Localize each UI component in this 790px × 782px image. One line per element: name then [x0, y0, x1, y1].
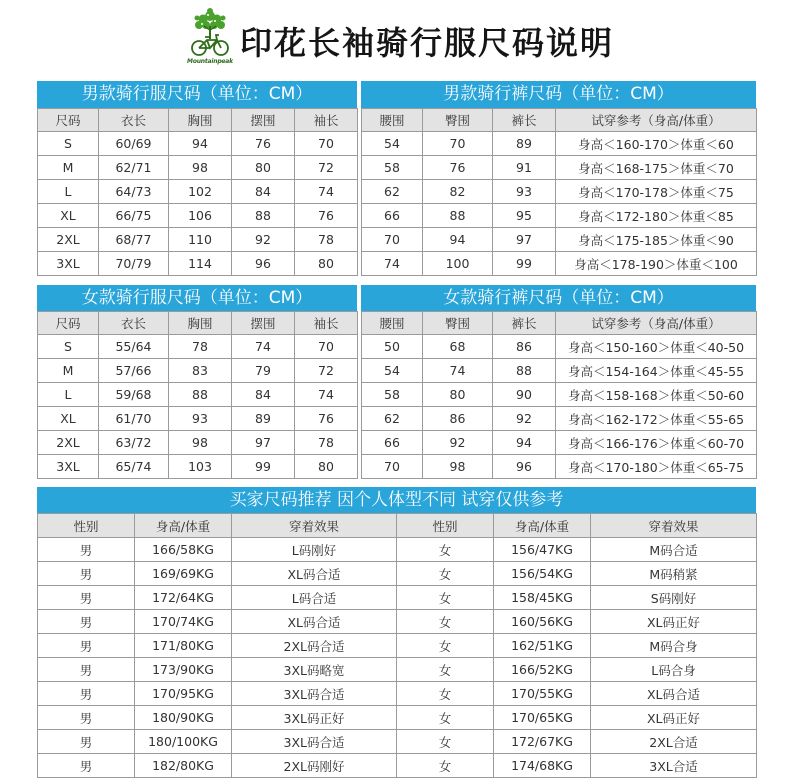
table-cell: 54 [362, 359, 423, 383]
table-cell: 83 [169, 359, 232, 383]
table-cell: 2XL [38, 431, 99, 455]
table-cell: 78 [169, 335, 232, 359]
table-cell: 78 [295, 228, 358, 252]
table-cell: 女 [397, 682, 494, 706]
table-cell: 3XL [38, 455, 99, 479]
table-cell: 172/67KG [494, 730, 591, 754]
table-cell: 84 [232, 383, 295, 407]
recommend-title: 买家尺码推荐 因个人体型不同 试穿仅供参考 [37, 487, 756, 514]
table-row [38, 634, 757, 658]
table-cell: XL码合适 [232, 562, 397, 586]
table-cell: XL [38, 204, 99, 228]
table-cell: 98 [423, 455, 493, 479]
table-cell: 68/77 [99, 228, 169, 252]
table-cell: L码合身 [591, 658, 757, 682]
table-cell: 98 [169, 156, 232, 180]
table-cell: 106 [169, 204, 232, 228]
table-cell: 93 [169, 407, 232, 431]
table-cell: 59/68 [99, 383, 169, 407]
table-row [38, 658, 757, 682]
table-cell: 92 [232, 228, 295, 252]
table-cell: 78 [295, 431, 358, 455]
men-top-title: 男款骑行服尺码（单位：CM） [37, 81, 357, 108]
table-cell: 62 [362, 407, 423, 431]
table-cell: 80 [423, 383, 493, 407]
table-cell: 2XL合适 [591, 730, 757, 754]
table-cell: 3XL码正好 [232, 706, 397, 730]
table-header-row [38, 109, 358, 132]
column-header: 袖长 [295, 109, 358, 132]
column-header: 腰围 [362, 312, 423, 335]
table-cell: 女 [397, 754, 494, 778]
table-cell: 174/68KG [494, 754, 591, 778]
table-row [38, 754, 757, 778]
table-cell: 156/47KG [494, 538, 591, 562]
table-cell: 女 [397, 586, 494, 610]
table-cell: 91 [493, 156, 556, 180]
table-row [362, 455, 757, 479]
table-cell: 89 [493, 132, 556, 156]
table-cell: 3XL码合适 [232, 682, 397, 706]
column-header: 臀围 [423, 109, 493, 132]
table-cell: 80 [295, 455, 358, 479]
table-cell: 身高＜160-170＞体重＜60 [556, 132, 757, 156]
table-cell: 57/66 [99, 359, 169, 383]
table-cell: 55/64 [99, 335, 169, 359]
table-cell: XL码合适 [591, 682, 757, 706]
table-cell: 79 [232, 359, 295, 383]
table-cell: 70 [423, 132, 493, 156]
table-cell: 身高＜162-172＞体重＜55-65 [556, 407, 757, 431]
table-cell: 62 [362, 180, 423, 204]
table-header-row [38, 514, 757, 538]
table-cell: 男 [38, 658, 135, 682]
table-cell: 男 [38, 538, 135, 562]
table-row [38, 204, 358, 228]
table-row [38, 610, 757, 634]
table-cell: 182/80KG [135, 754, 232, 778]
table-cell: 95 [493, 204, 556, 228]
table-cell: XL码合适 [232, 610, 397, 634]
table-cell: M [38, 156, 99, 180]
table-cell: 89 [232, 407, 295, 431]
column-header: 衣长 [99, 312, 169, 335]
table-cell: 173/90KG [135, 658, 232, 682]
table-cell: XL [38, 407, 99, 431]
column-header: 胸围 [169, 109, 232, 132]
table-cell: 62/71 [99, 156, 169, 180]
table-cell: 172/64KG [135, 586, 232, 610]
table-cell: 103 [169, 455, 232, 479]
table-cell: M码合身 [591, 634, 757, 658]
table-cell: L码合适 [232, 586, 397, 610]
table-cell: L [38, 383, 99, 407]
table-cell: 68 [423, 335, 493, 359]
brand-name: Mountainpeak [187, 58, 233, 65]
table-cell: 170/55KG [494, 682, 591, 706]
table-row [38, 252, 358, 276]
table-row [362, 383, 757, 407]
table-cell: 110 [169, 228, 232, 252]
table-cell: 65/74 [99, 455, 169, 479]
column-header: 穿着效果 [232, 514, 397, 538]
table-cell: 88 [423, 204, 493, 228]
column-header: 穿着效果 [591, 514, 757, 538]
table-cell: 身高＜175-185＞体重＜90 [556, 228, 757, 252]
table-cell: 160/56KG [494, 610, 591, 634]
table-cell: 女 [397, 658, 494, 682]
table-cell: 94 [169, 132, 232, 156]
table-cell: 76 [295, 407, 358, 431]
table-cell: 170/74KG [135, 610, 232, 634]
table-cell: 60/69 [99, 132, 169, 156]
table-row [38, 586, 757, 610]
column-header: 性别 [397, 514, 494, 538]
table-cell: L [38, 180, 99, 204]
tree-bicycle-icon [186, 6, 234, 58]
table-cell: 96 [493, 455, 556, 479]
men-pants-table [361, 108, 757, 276]
table-cell: 72 [295, 156, 358, 180]
table-row [38, 706, 757, 730]
table-cell: 169/69KG [135, 562, 232, 586]
table-row [38, 156, 358, 180]
page-title: 印花长袖骑行服尺码说明 [240, 24, 615, 62]
table-cell: 96 [232, 252, 295, 276]
table-cell: M [38, 359, 99, 383]
table-row [38, 682, 757, 706]
column-header: 衣长 [99, 109, 169, 132]
column-header: 臀围 [423, 312, 493, 335]
table-cell: 158/45KG [494, 586, 591, 610]
table-cell: 82 [423, 180, 493, 204]
table-row [362, 132, 757, 156]
table-cell: S [38, 335, 99, 359]
table-cell: 身高＜170-178＞体重＜75 [556, 180, 757, 204]
table-cell: 50 [362, 335, 423, 359]
table-row [38, 335, 358, 359]
table-row [362, 228, 757, 252]
table-cell: 94 [493, 431, 556, 455]
men-top-table [37, 108, 358, 276]
table-cell: 身高＜150-160＞体重＜40-50 [556, 335, 757, 359]
table-cell: 74 [295, 180, 358, 204]
page-header [0, 0, 790, 78]
women-pants-table [361, 311, 757, 479]
table-cell: 100 [423, 252, 493, 276]
table-row [38, 132, 358, 156]
table-cell: 93 [493, 180, 556, 204]
table-cell: 70/79 [99, 252, 169, 276]
table-row [38, 431, 358, 455]
table-cell: 男 [38, 706, 135, 730]
column-header: 身高/体重 [135, 514, 232, 538]
table-cell: 76 [423, 156, 493, 180]
table-cell: 74 [232, 335, 295, 359]
table-cell: 88 [232, 204, 295, 228]
table-cell: XL码正好 [591, 706, 757, 730]
table-cell: 80 [232, 156, 295, 180]
table-row [362, 335, 757, 359]
women-top-title: 女款骑行服尺码（单位：CM） [37, 285, 357, 312]
column-header: 试穿参考（身高/体重） [556, 312, 757, 335]
column-header: 试穿参考（身高/体重） [556, 109, 757, 132]
table-cell: 3XL码略宽 [232, 658, 397, 682]
table-cell: 66/75 [99, 204, 169, 228]
table-cell: 166/52KG [494, 658, 591, 682]
table-row [362, 156, 757, 180]
table-row [38, 359, 358, 383]
column-header: 身高/体重 [494, 514, 591, 538]
column-header: 尺码 [38, 109, 99, 132]
table-cell: 女 [397, 538, 494, 562]
table-cell: 76 [232, 132, 295, 156]
column-header: 胸围 [169, 312, 232, 335]
table-cell: 97 [232, 431, 295, 455]
table-cell: 54 [362, 132, 423, 156]
table-row [362, 359, 757, 383]
table-cell: 70 [362, 228, 423, 252]
table-cell: 58 [362, 383, 423, 407]
table-row [38, 562, 757, 586]
table-row [38, 228, 358, 252]
table-cell: 74 [295, 383, 358, 407]
table-cell: 166/58KG [135, 538, 232, 562]
table-cell: 3XL合适 [591, 754, 757, 778]
table-cell: 男 [38, 562, 135, 586]
table-cell: 72 [295, 359, 358, 383]
table-cell: 99 [493, 252, 556, 276]
table-cell: 66 [362, 431, 423, 455]
table-cell: 86 [423, 407, 493, 431]
table-cell: 女 [397, 610, 494, 634]
table-cell: 男 [38, 610, 135, 634]
table-cell: S [38, 132, 99, 156]
table-row [362, 204, 757, 228]
table-cell: 身高＜172-180＞体重＜85 [556, 204, 757, 228]
table-cell: 162/51KG [494, 634, 591, 658]
table-cell: 170/95KG [135, 682, 232, 706]
table-cell: 70 [362, 455, 423, 479]
table-row [38, 455, 358, 479]
table-row [362, 180, 757, 204]
table-row [38, 538, 757, 562]
table-cell: 171/80KG [135, 634, 232, 658]
table-cell: 男 [38, 754, 135, 778]
table-cell: 102 [169, 180, 232, 204]
table-row [38, 180, 358, 204]
table-cell: 女 [397, 562, 494, 586]
table-cell: 女 [397, 634, 494, 658]
column-header: 性别 [38, 514, 135, 538]
table-cell: 女 [397, 706, 494, 730]
table-header-row [362, 312, 757, 335]
table-row [362, 431, 757, 455]
table-cell: 身高＜158-168＞体重＜50-60 [556, 383, 757, 407]
table-cell: XL码正好 [591, 610, 757, 634]
table-cell: 84 [232, 180, 295, 204]
table-cell: 94 [423, 228, 493, 252]
table-cell: 97 [493, 228, 556, 252]
table-cell: 156/54KG [494, 562, 591, 586]
table-cell: 身高＜154-164＞体重＜45-55 [556, 359, 757, 383]
table-cell: 86 [493, 335, 556, 359]
table-cell: 74 [362, 252, 423, 276]
table-cell: L码刚好 [232, 538, 397, 562]
table-cell: 180/90KG [135, 706, 232, 730]
table-cell: 身高＜170-180＞体重＜65-75 [556, 455, 757, 479]
table-cell: 170/65KG [494, 706, 591, 730]
table-cell: 2XL码合适 [232, 634, 397, 658]
table-cell: 男 [38, 730, 135, 754]
column-header: 腰围 [362, 109, 423, 132]
table-header-row [38, 312, 358, 335]
table-cell: M码合适 [591, 538, 757, 562]
table-cell: 58 [362, 156, 423, 180]
table-cell: 99 [232, 455, 295, 479]
column-header: 摆围 [232, 312, 295, 335]
table-cell: 76 [295, 204, 358, 228]
table-cell: 男 [38, 586, 135, 610]
table-cell: 身高＜178-190＞体重＜100 [556, 252, 757, 276]
table-cell: 男 [38, 634, 135, 658]
table-cell: 92 [493, 407, 556, 431]
table-cell: 66 [362, 204, 423, 228]
table-cell: 80 [295, 252, 358, 276]
table-row [362, 252, 757, 276]
men-pants-title: 男款骑行裤尺码（单位：CM） [361, 81, 756, 108]
table-cell: 女 [397, 730, 494, 754]
table-header-row [362, 109, 757, 132]
table-cell: 61/70 [99, 407, 169, 431]
table-cell: 180/100KG [135, 730, 232, 754]
table-cell: 身高＜168-175＞体重＜70 [556, 156, 757, 180]
table-cell: 92 [423, 431, 493, 455]
table-cell: 90 [493, 383, 556, 407]
table-cell: 男 [38, 682, 135, 706]
table-cell: 3XL [38, 252, 99, 276]
table-cell: 70 [295, 132, 358, 156]
column-header: 裤长 [493, 312, 556, 335]
table-cell: S码刚好 [591, 586, 757, 610]
table-row [38, 730, 757, 754]
table-cell: 63/72 [99, 431, 169, 455]
table-cell: 64/73 [99, 180, 169, 204]
column-header: 袖长 [295, 312, 358, 335]
table-row [362, 407, 757, 431]
table-cell: 2XL码刚好 [232, 754, 397, 778]
table-cell: 88 [169, 383, 232, 407]
women-pants-title: 女款骑行裤尺码（单位：CM） [361, 285, 756, 312]
table-row [38, 383, 358, 407]
column-header: 裤长 [493, 109, 556, 132]
column-header: 摆围 [232, 109, 295, 132]
table-cell: 70 [295, 335, 358, 359]
column-header: 尺码 [38, 312, 99, 335]
table-cell: 88 [493, 359, 556, 383]
table-cell: M码稍紧 [591, 562, 757, 586]
table-cell: 3XL码合适 [232, 730, 397, 754]
table-cell: 2XL [38, 228, 99, 252]
brand-logo [186, 6, 234, 72]
table-cell: 身高＜166-176＞体重＜60-70 [556, 431, 757, 455]
table-cell: 114 [169, 252, 232, 276]
women-top-table [37, 311, 358, 479]
recommend-table [37, 513, 757, 778]
table-row [38, 407, 358, 431]
table-cell: 98 [169, 431, 232, 455]
table-cell: 74 [423, 359, 493, 383]
